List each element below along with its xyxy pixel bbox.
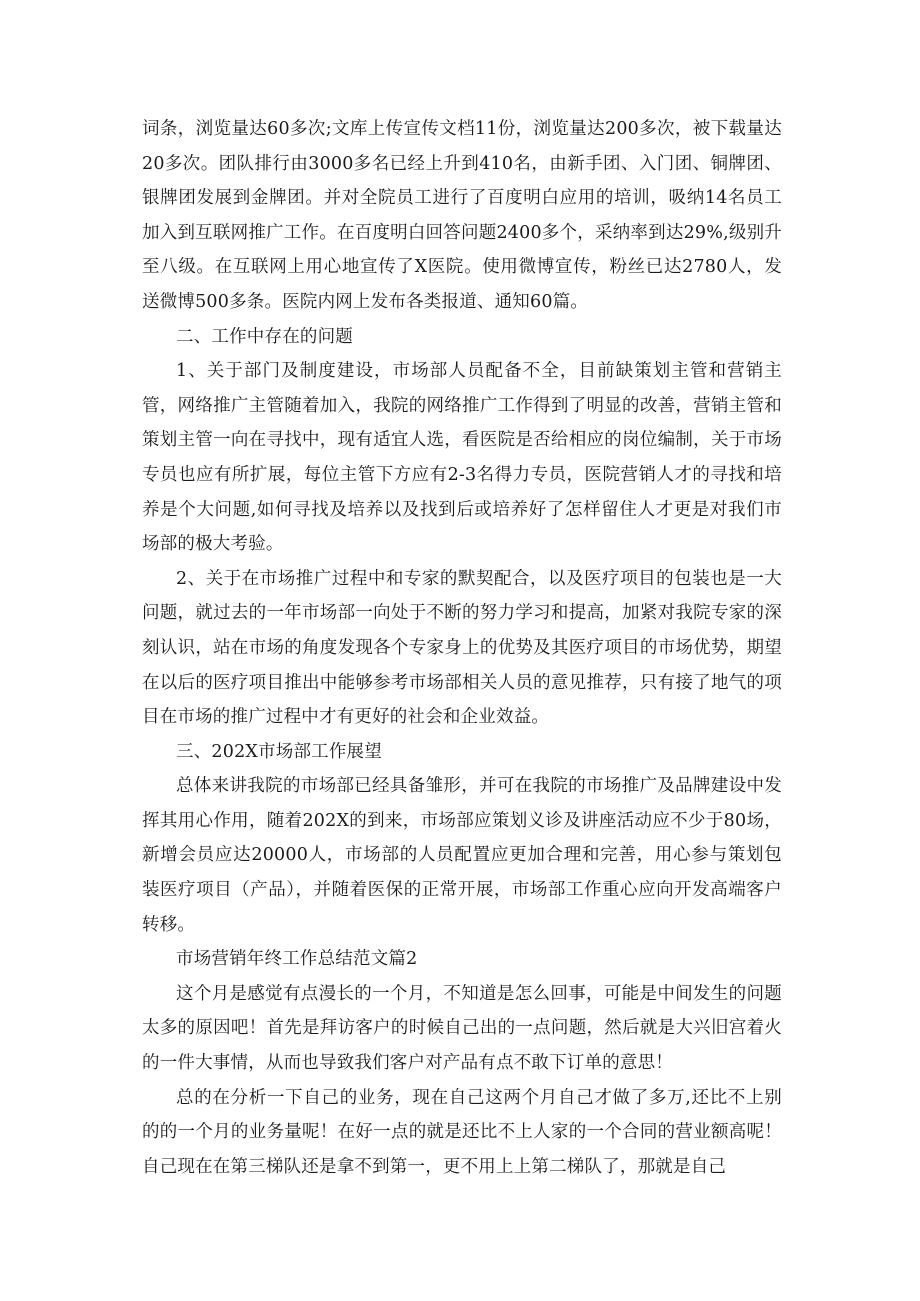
paragraph-promotion-results: 词条，浏览量达60多次;文库上传宣传文档11份，浏览量达200多次，被下载量达20多次。团队排行由3000多名已经上升到410名，由新手团、入门团、铜牌团、银牌团发展到金牌团。并对全院员工进行了百度明白应用的培训，吸纳14名员工加入到互联网推广工作。在百度明白回答问题2400多个，采纳率到达29%,级别升至八级。在互联网上用心地宣传了X医院。使用微博宣传，粉丝已达2780人，发送微博500多条。医院内网上发布各类报道、通知60篇。	[142, 119, 782, 312]
document-body	[142, 112, 782, 1184]
article-title-part-2: 市场营销年终工作总结范文篇2	[176, 949, 418, 970]
paragraph-outlook-plan: 总体来讲我院的市场部已经具备雏形，并可在我院的市场推广及品牌建设中发挥其用心作用，随着202X的到来，市场部应策划义诊及讲座活动应不少于80场，新增会员应达20000人，市场部的人员配置应更加合理和完善，用心参与策划包装医疗项目（产品），并随着医保的正常开展，市场部工作重心应向开发高端客户转移。	[142, 776, 782, 935]
section-heading-problems: 二、工作中存在的问题	[176, 326, 353, 347]
paragraph-monthly-reflection: 这个月是感觉有点漫长的一个月，不知道是怎么回事，可能是中间发生的问题太多的原因吧！首先是拜访客户的时候自己出的一点问题，然后就是大兴旧宫着火的一件大事情，从而也导致我们客户对产品有点不敢下订单的意思！	[142, 983, 782, 1074]
paragraph-business-analysis: 总的在分析一下自己的业务，现在自己这两个月自己才做了多万,还比不上别的的一个月的业务量呢！在好一点的就是还比不上人家的一个合同的营业额高呢！自己现在在第三梯队还是拿不到第一，更不用上上第二梯队了，那就是自己	[142, 1087, 782, 1177]
section-heading-outlook: 三、202X市场部工作展望	[176, 741, 382, 762]
paragraph-expert-cooperation: 2、关于在市场推广过程中和专家的默契配合，以及医疗项目的包装也是一大问题，就过去的一年市场部一向处于不断的努力学习和提高，加紧对我院专家的深刻认识，站在市场的角度发现各个专家身上的优势及其医疗项目的市场优势，期望在以后的医疗项目推出中能够参考市场部相关人员的意见推荐，只有接了地气的项目在市场的推广过程中才有更好的社会和企业效益。	[142, 568, 782, 728]
paragraph-department-building: 1、关于部门及制度建设，市场部人员配备不全，目前缺策划主管和营销主管，网络推广主管随着加入，我院的网络推广工作得到了明显的改善，营销主管和策划主管一向在寻找中，现有适宜人选，看医院是否给相应的岗位编制，关于市场专员也应有所扩展，每位主管下方应有2-3名得力专员，医院营销人才的寻找和培养是个大问题,如何寻找及培养以及找到后或培养好了怎样留住人才更是对我们市场部的极大考验。	[142, 361, 782, 555]
